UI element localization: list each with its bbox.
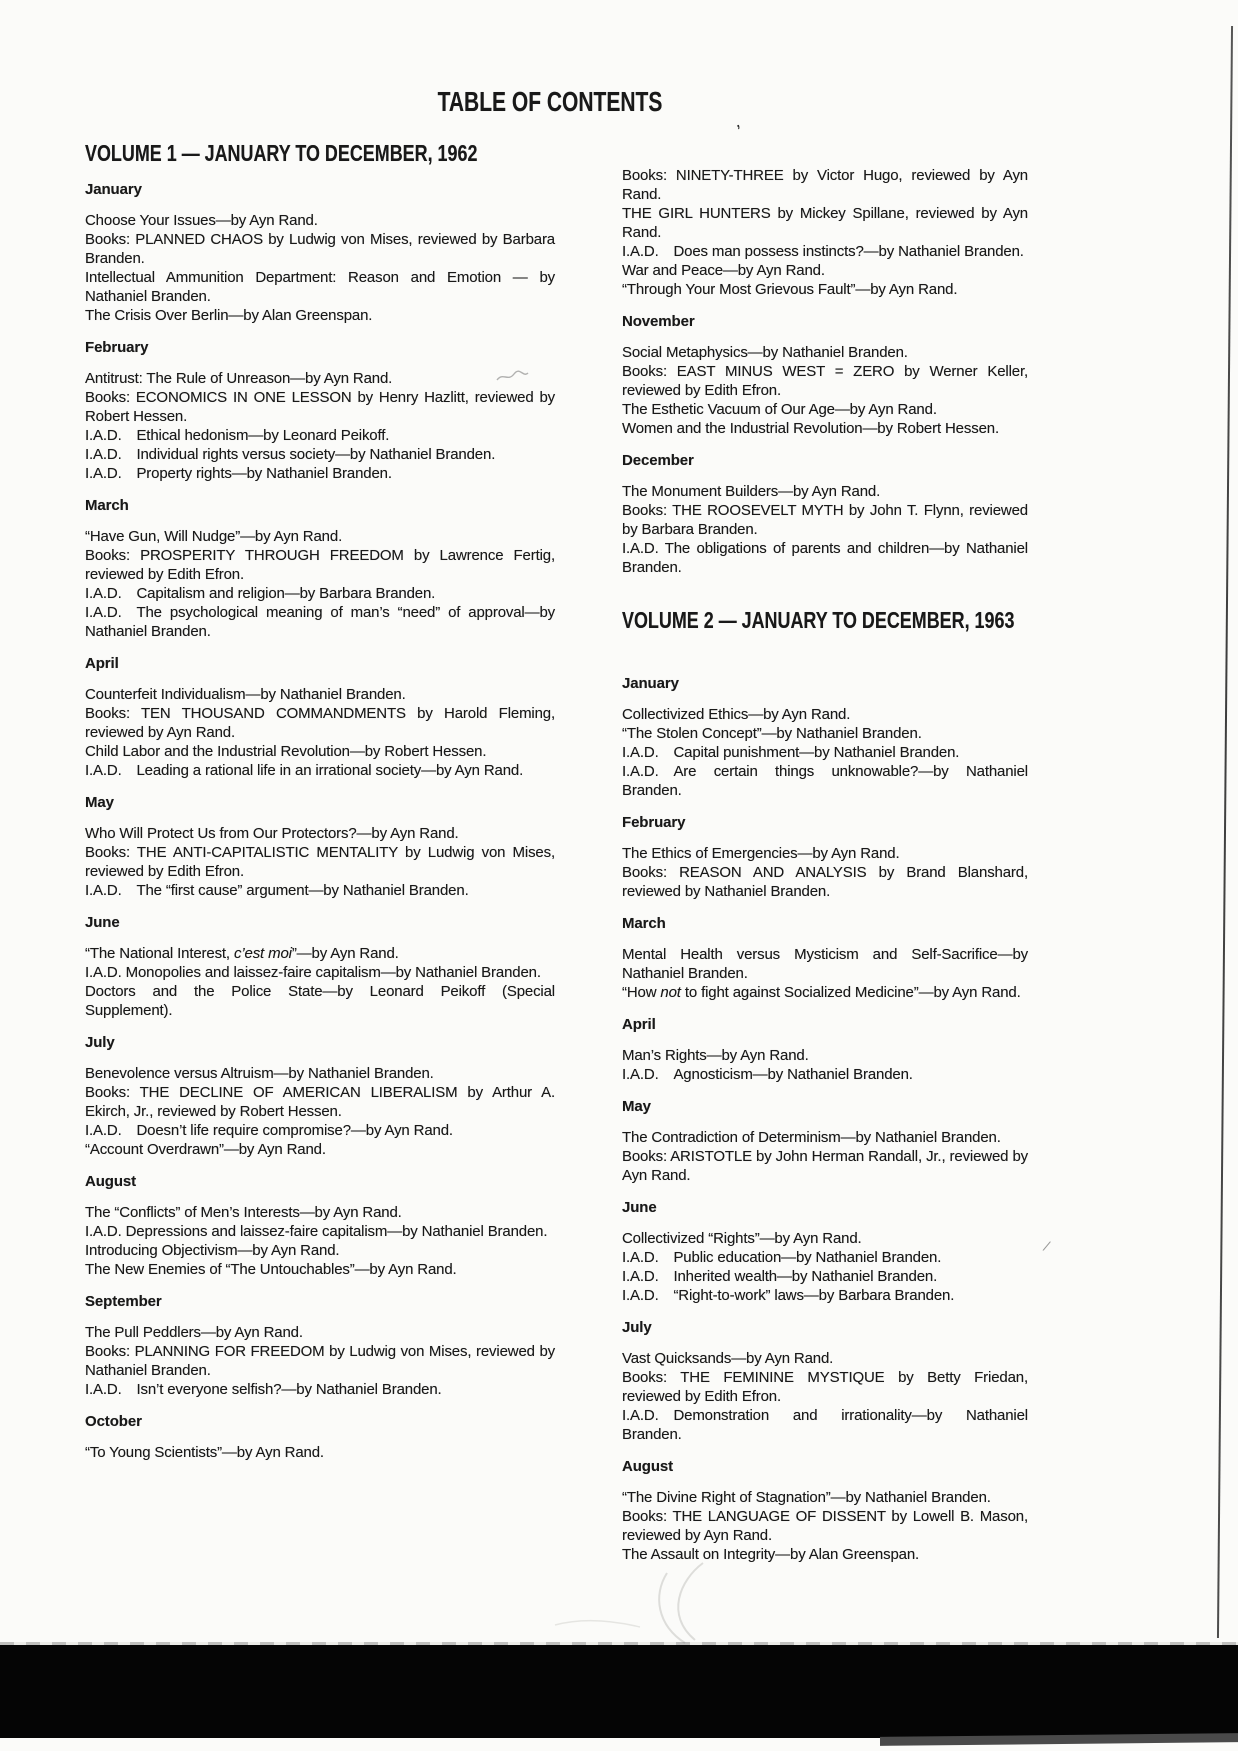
toc-entry-segment: I.A.D. The “first cause” argument—by Nathaniel Branden. bbox=[85, 882, 469, 899]
toc-entry bbox=[622, 983, 1028, 1002]
toc-entry bbox=[622, 1349, 1028, 1368]
toc-entry-segment: “The Stolen Concept”—by Nathaniel Branden. bbox=[622, 725, 922, 742]
toc-entry-segment: “To Young Scientists”—by Ayn Rand. bbox=[85, 1444, 324, 1461]
toc-entry-segment: The Contradiction of Determinism—by Nathaniel Branden. bbox=[622, 1129, 1001, 1146]
toc-entry bbox=[85, 1323, 555, 1342]
toc-entry-segment: Who Will Protect Us from Our Protectors?—by Ayn Rand. bbox=[85, 825, 459, 842]
toc-entry-segment: “Account Overdrawn”—by Ayn Rand. bbox=[85, 1141, 326, 1158]
toc-entry-segment: The Assault on Integrity—by Alan Greenspan. bbox=[622, 1546, 920, 1563]
toc-entry-segment: THE GIRL HUNTERS by Mickey Spillane, reviewed by Ayn Rand. bbox=[622, 205, 1028, 241]
month-heading: June bbox=[85, 914, 120, 931]
toc-entry bbox=[622, 539, 1028, 577]
month-heading: August bbox=[85, 1173, 137, 1190]
toc-entry-segment: Books: THE ANTI-CAPITALISTIC MENTALITY by Ludwig von Mises, reviewed by Edith Efron. bbox=[85, 844, 555, 880]
month-heading: April bbox=[622, 1016, 656, 1033]
toc-entry bbox=[622, 1488, 1028, 1507]
volume-1-nov-dec-sections bbox=[622, 312, 1028, 577]
toc-entry-segment: I.A.D. Property rights—by Nathaniel Branden. bbox=[85, 465, 392, 482]
toc-entry bbox=[85, 685, 555, 704]
month-heading: May bbox=[85, 794, 114, 811]
toc-entry-italic-segment: c’est moi bbox=[233, 945, 292, 962]
toc-entry bbox=[85, 982, 555, 1020]
toc-entry bbox=[622, 1229, 1028, 1248]
toc-entry-segment: Books: THE DECLINE OF AMERICAN LIBERALISM by Arthur A. Ekirch, Jr., reviewed by Robert Hessen. bbox=[85, 1084, 555, 1120]
toc-entry-segment: Counterfeit Individualism—by Nathaniel Branden. bbox=[85, 686, 406, 703]
month-heading: August bbox=[622, 1458, 674, 1475]
toc-entry-segment: ”—by Ayn Rand. bbox=[291, 945, 399, 962]
toc-entry-segment: Benevolence versus Altruism—by Nathaniel Branden. bbox=[85, 1065, 434, 1082]
toc-entry bbox=[85, 426, 555, 445]
toc-entry bbox=[622, 1368, 1028, 1406]
toc-entry-segment: I.A.D. The obligations of parents and children—by Nathaniel Branden. bbox=[622, 540, 1028, 576]
toc-entry bbox=[622, 1046, 1028, 1065]
toc-entry bbox=[622, 863, 1028, 901]
toc-entry bbox=[622, 482, 1028, 501]
toc-entry bbox=[85, 881, 555, 900]
toc-entry bbox=[85, 1064, 555, 1083]
toc-entry-segment: War and Peace—by Ayn Rand. bbox=[622, 262, 825, 279]
toc-entry bbox=[85, 546, 555, 584]
scan-artifact-bottom-bar bbox=[0, 1645, 1238, 1738]
toc-entry bbox=[85, 963, 555, 982]
toc-entry bbox=[85, 388, 555, 426]
toc-entry-segment: Mental Health versus Mysticism and Self-Sacrifice—by Nathaniel Branden. bbox=[622, 946, 1028, 982]
toc-entry bbox=[622, 1406, 1028, 1444]
column-right bbox=[622, 166, 1028, 1564]
toc-entry-segment: I.A.D. The psychological meaning of man’s “need” of approval—by Nathaniel Branden. bbox=[85, 604, 555, 640]
toc-entry-segment: I.A.D. Doesn’t life require compromise?—by Ayn Rand. bbox=[85, 1122, 453, 1139]
month-heading: December bbox=[622, 452, 694, 469]
toc-entry-segment: I.A.D. Ethical hedonism—by Leonard Peikoff. bbox=[85, 427, 390, 444]
volume-1-sections bbox=[85, 180, 555, 1462]
toc-entry-segment: I.A.D. Public education—by Nathaniel Branden. bbox=[622, 1249, 942, 1266]
toc-entry bbox=[85, 1443, 555, 1462]
toc-entry bbox=[622, 1507, 1028, 1545]
toc-entry-segment: Choose Your Issues—by Ayn Rand. bbox=[85, 212, 318, 229]
toc-entry bbox=[85, 445, 555, 464]
toc-entry bbox=[85, 230, 555, 268]
month-heading: July bbox=[85, 1034, 115, 1051]
toc-entry bbox=[85, 843, 555, 881]
scan-artifact-slash: ⁄ bbox=[1044, 1237, 1050, 1255]
toc-entry-segment: I.A.D. Isn’t everyone selfish?—by Nathaniel Branden. bbox=[85, 1381, 442, 1398]
toc-entry-segment: Doctors and the Police State—by Leonard Peikoff (Special Supplement). bbox=[85, 983, 555, 1019]
toc-entry-segment: I.A.D. Capitalism and religion—by Barbara Branden. bbox=[85, 585, 436, 602]
month-heading: November bbox=[622, 313, 695, 330]
toc-entry-segment: Introducing Objectivism—by Ayn Rand. bbox=[85, 1242, 340, 1259]
toc-entry-segment: Women and the Industrial Revolution—by Robert Hessen. bbox=[622, 420, 999, 437]
toc-entry bbox=[622, 343, 1028, 362]
toc-entry bbox=[622, 501, 1028, 539]
toc-entry-segment: Child Labor and the Industrial Revolution—by Robert Hessen. bbox=[85, 743, 487, 760]
toc-entry-segment: The Esthetic Vacuum of Our Age—by Ayn Rand. bbox=[622, 401, 937, 418]
toc-entry-segment: Books: NINETY-THREE by Victor Hugo, reviewed by Ayn Rand. bbox=[622, 167, 1028, 203]
toc-entry-segment: “The National Interest, bbox=[85, 945, 234, 962]
toc-entry bbox=[85, 211, 555, 230]
toc-entry-segment: Books: THE ROOSEVELT MYTH by John T. Flynn, reviewed by Barbara Branden. bbox=[622, 502, 1028, 538]
toc-entry-segment: I.A.D. Individual rights versus society—by Nathaniel Branden. bbox=[85, 446, 496, 463]
toc-entry-segment: I.A.D. Demonstration and irrationality—by Nathaniel Branden. bbox=[622, 1407, 1028, 1443]
toc-entry-segment: The New Enemies of “The Untouchables”—by Ayn Rand. bbox=[85, 1261, 457, 1278]
toc-entry-segment: I.A.D. Agnosticism—by Nathaniel Branden. bbox=[622, 1066, 913, 1083]
toc-entry-segment: I.A.D. Monopolies and laissez-faire capitalism—by Nathaniel Branden. bbox=[85, 964, 541, 981]
volume-1-october-continuation bbox=[622, 166, 1028, 299]
toc-entry bbox=[622, 1248, 1028, 1267]
toc-entry bbox=[622, 261, 1028, 280]
toc-entry-segment: I.A.D. Depressions and laissez-faire capitalism—by Nathaniel Branden. bbox=[85, 1223, 548, 1240]
toc-entry bbox=[622, 1147, 1028, 1185]
month-heading: June bbox=[622, 1199, 657, 1216]
scan-artifact-page-edge-line bbox=[1217, 26, 1233, 1638]
toc-entry-segment: Books: PLANNED CHAOS by Ludwig von Mises, reviewed by Barbara Branden. bbox=[85, 231, 555, 267]
toc-entry bbox=[622, 762, 1028, 800]
toc-entry bbox=[622, 1286, 1028, 1305]
toc-entry-segment: Vast Quicksands—by Ayn Rand. bbox=[622, 1350, 834, 1367]
toc-entry bbox=[622, 242, 1028, 261]
toc-entry bbox=[85, 1140, 555, 1159]
month-heading: January bbox=[85, 181, 142, 198]
toc-entry-segment: Antitrust: The Rule of Unreason—by Ayn Rand. bbox=[85, 370, 393, 387]
toc-entry-segment: Books: PROSPERITY THROUGH FREEDOM by Lawrence Fertig, reviewed by Edith Efron. bbox=[85, 547, 555, 583]
volume-2-heading: VOLUME 2 — JANUARY TO DECEMBER, 1963 bbox=[622, 607, 1015, 633]
toc-entry bbox=[85, 527, 555, 546]
month-heading: March bbox=[85, 497, 129, 514]
toc-entry-segment: Books: REASON AND ANALYSIS by Brand Blanshard, reviewed by Nathaniel Branden. bbox=[622, 864, 1028, 900]
toc-entry-segment: Intellectual Ammunition Department: Reason and Emotion — by Nathaniel Branden. bbox=[85, 269, 555, 305]
toc-entry bbox=[85, 1083, 555, 1121]
toc-entry bbox=[85, 603, 555, 641]
toc-entry bbox=[622, 204, 1028, 242]
month-heading: May bbox=[622, 1098, 651, 1115]
toc-entry-segment: Books: THE FEMININE MYSTIQUE by Betty Friedan, reviewed by Edith Efron. bbox=[622, 1369, 1028, 1405]
month-heading: October bbox=[85, 1413, 142, 1430]
scan-artifact-comma: , bbox=[732, 111, 742, 132]
toc-entry bbox=[622, 280, 1028, 299]
month-heading: April bbox=[85, 655, 119, 672]
toc-entry bbox=[85, 1121, 555, 1140]
month-heading: March bbox=[622, 915, 666, 932]
toc-entry bbox=[85, 1241, 555, 1260]
toc-entry-segment: I.A.D. Leading a rational life in an irrational society—by Ayn Rand. bbox=[85, 762, 524, 779]
toc-entry-segment: Collectivized Ethics—by Ayn Rand. bbox=[622, 706, 851, 723]
toc-entry bbox=[622, 1128, 1028, 1147]
toc-entry bbox=[85, 268, 555, 306]
toc-entry-segment: Books: TEN THOUSAND COMMANDMENTS by Harold Fleming, reviewed by Ayn Rand. bbox=[85, 705, 555, 741]
toc-entry-segment: “Have Gun, Will Nudge”—by Ayn Rand. bbox=[85, 528, 343, 545]
toc-entry bbox=[622, 705, 1028, 724]
toc-entry-segment: Collectivized “Rights”—by Ayn Rand. bbox=[622, 1230, 862, 1247]
toc-entry bbox=[85, 824, 555, 843]
toc-entry bbox=[85, 1342, 555, 1380]
toc-entry bbox=[622, 724, 1028, 743]
toc-entry bbox=[85, 369, 555, 388]
month-heading: January bbox=[622, 675, 679, 692]
toc-entry-segment: I.A.D. “Right-to-work” laws—by Barbara Branden. bbox=[622, 1287, 955, 1304]
toc-entry-segment: Social Metaphysics—by Nathaniel Branden. bbox=[622, 344, 908, 361]
toc-entry bbox=[85, 1203, 555, 1222]
toc-entry-segment: Books: PLANNING FOR FREEDOM by Ludwig von Mises, reviewed by Nathaniel Branden. bbox=[85, 1343, 555, 1379]
toc-entry-segment: I.A.D. Does man possess instincts?—by Nathaniel Branden. bbox=[622, 243, 1024, 260]
toc-entry bbox=[85, 944, 555, 963]
toc-entry bbox=[85, 1380, 555, 1399]
toc-entry-italic-segment: not bbox=[660, 984, 681, 1001]
month-heading: July bbox=[622, 1319, 652, 1336]
month-heading: February bbox=[85, 339, 149, 356]
toc-entry bbox=[85, 584, 555, 603]
scan-artifact-squiggle bbox=[496, 370, 530, 384]
toc-entry-segment: The Crisis Over Berlin—by Alan Greenspan. bbox=[85, 307, 373, 324]
toc-entry bbox=[622, 1065, 1028, 1084]
toc-entry bbox=[622, 1267, 1028, 1286]
toc-entry-segment: Books: EAST MINUS WEST = ZERO by Werner Keller, reviewed by Edith Efron. bbox=[622, 363, 1028, 399]
month-heading: September bbox=[85, 1293, 162, 1310]
toc-entry-segment: “How bbox=[622, 984, 661, 1001]
toc-entry bbox=[622, 743, 1028, 762]
toc-entry bbox=[622, 844, 1028, 863]
toc-entry bbox=[622, 166, 1028, 204]
toc-entry bbox=[622, 362, 1028, 400]
toc-entry bbox=[622, 419, 1028, 438]
toc-entry-segment: Books: ARISTOTLE by John Herman Randall, Jr., reviewed by Ayn Rand. bbox=[622, 1148, 1028, 1184]
column-left bbox=[85, 140, 555, 1462]
toc-entry-segment: “The Divine Right of Stagnation”—by Nathaniel Branden. bbox=[622, 1489, 991, 1506]
toc-entry-segment: “Through Your Most Grievous Fault”—by Ayn Rand. bbox=[622, 281, 958, 298]
toc-entry-segment: I.A.D. Capital punishment—by Nathaniel Branden. bbox=[622, 744, 960, 761]
toc-entry bbox=[85, 1222, 555, 1241]
month-heading: February bbox=[622, 814, 686, 831]
toc-entry bbox=[85, 761, 555, 780]
volume-1-heading: VOLUME 1 — JANUARY TO DECEMBER, 1962 bbox=[85, 140, 478, 166]
toc-entry-segment: The Monument Builders—by Ayn Rand. bbox=[622, 483, 881, 500]
toc-entry-segment: Books: THE LANGUAGE OF DISSENT by Lowell B. Mason, reviewed by Ayn Rand. bbox=[622, 1508, 1028, 1544]
toc-entry bbox=[622, 945, 1028, 983]
page-title: TABLE OF CONTENTS bbox=[437, 86, 663, 117]
toc-entry-segment: I.A.D. Are certain things unknowable?—by Nathaniel Branden. bbox=[622, 763, 1028, 799]
toc-entry bbox=[85, 704, 555, 742]
toc-entry-segment: Books: ECONOMICS IN ONE LESSON by Henry Hazlitt, reviewed by Robert Hessen. bbox=[85, 389, 555, 425]
toc-entry-segment: to fight against Socialized Medicine”—by Ayn Rand. bbox=[680, 984, 1021, 1001]
toc-entry-segment: The Pull Peddlers—by Ayn Rand. bbox=[85, 1324, 303, 1341]
toc-entry-segment: Man’s Rights—by Ayn Rand. bbox=[622, 1047, 809, 1064]
toc-entry-segment: The Ethics of Emergencies—by Ayn Rand. bbox=[622, 845, 900, 862]
toc-entry bbox=[85, 742, 555, 761]
toc-entry bbox=[85, 464, 555, 483]
toc-entry bbox=[85, 1260, 555, 1279]
scan-artifact-smudge bbox=[545, 1555, 735, 1645]
toc-entry-segment: I.A.D. Inherited wealth—by Nathaniel Branden. bbox=[622, 1268, 938, 1285]
toc-entry bbox=[622, 400, 1028, 419]
toc-entry-segment: The “Conflicts” of Men’s Interests—by Ayn Rand. bbox=[85, 1204, 402, 1221]
toc-entry bbox=[85, 306, 555, 325]
volume-2-sections bbox=[622, 674, 1028, 1564]
